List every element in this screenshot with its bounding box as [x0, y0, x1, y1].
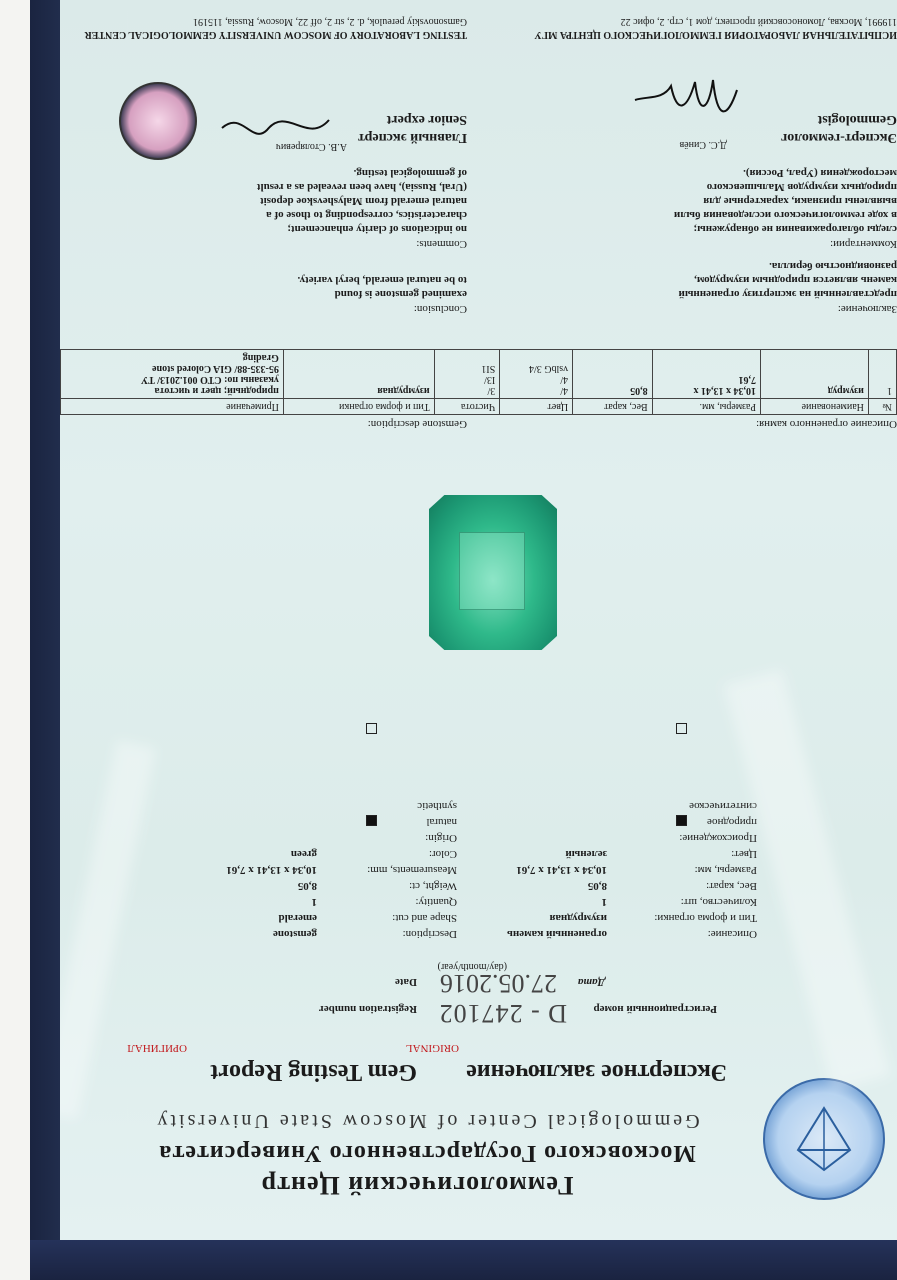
color-value-en: green — [290, 848, 317, 860]
expert-title-ru: Эксперт-геммолог — [780, 130, 897, 145]
comment-text-en: natural emerald from Malyshevskoe deposit — [260, 195, 467, 207]
conclusion-label-ru: Заключение: — [837, 303, 897, 315]
table-header-row — [61, 399, 897, 415]
size-label-en: Measurements, mm: — [367, 864, 457, 876]
note-line: природный; цвет и чистота — [154, 385, 279, 396]
footer-line: ИСПЫТАТЕЛЬНАЯ ЛАБОРАТОРИЯ ГЕММОЛОГИЧЕСКОГО ЦЕНТРА МГУ — [534, 29, 897, 40]
comment-text-ru: следы облагораживания не обнаружены; — [693, 223, 897, 235]
registration-number: D - 247102 — [438, 999, 567, 1028]
university-title-ru: Московского Государственного Университета — [158, 1140, 696, 1166]
senior-name: А.В. Столяревич — [275, 141, 347, 152]
senior-title-en: Senior expert — [386, 112, 467, 127]
size-line: 7,61 — [738, 374, 756, 385]
table-header: Размеры, мм. — [652, 399, 760, 415]
footer-line: TESTING LABORATORY OF MOSCOW UNIVERSITY GEMMOLOGICAL CENTER — [84, 29, 467, 40]
report-date: 27.05.2016 — [440, 969, 557, 998]
table-caption-ru: Описание ограненного камня: — [756, 418, 897, 430]
size-value-en: 10,34 x 13,41 x 7,61 — [226, 864, 317, 876]
comments-label-en: Comments: — [416, 238, 467, 250]
comments-label-ru: Комментарии: — [830, 238, 897, 250]
table-header: Тип и форма огранки — [283, 399, 434, 415]
comment-text-ru: природных изумрудов Малышевского — [706, 181, 897, 193]
synthetic-label-en: synthetic — [417, 800, 457, 812]
comment-text-en: (Ural, Russia), have been revealed as a result — [256, 181, 467, 193]
comment-text-en: characteristics, corresponding to those of a — [266, 209, 467, 221]
conclusion-text-ru: разновидностью берилла. — [769, 260, 897, 272]
synthetic-checkbox-ru — [676, 723, 687, 734]
conclusion-label-en: Conclusion: — [413, 303, 467, 315]
weight-value-ru: 8,05 — [587, 880, 607, 892]
original-mark-en: ORIGINAL — [405, 1042, 459, 1054]
emerald-table-facet — [459, 532, 525, 610]
comment-text-ru: в ходе геммологического исследования были — [673, 209, 897, 221]
expert-signature-icon — [627, 55, 747, 130]
plastic-glare — [60, 740, 156, 1120]
expert-name: Д.С. Синёв — [679, 139, 727, 150]
cut-label-en: Shape and cut: — [392, 912, 457, 924]
table-header: Цвет — [500, 399, 573, 415]
table-cell: 8,05 — [573, 350, 653, 399]
gem-testing-report — [60, 0, 897, 1240]
comment-text-en: no indications of clarity enhancement; — [287, 223, 467, 235]
table-cell: 1 — [868, 350, 896, 399]
cut-value-en: emerald — [278, 912, 317, 924]
table-cell — [61, 350, 284, 399]
senior-signature-icon — [217, 95, 337, 150]
table-cell — [434, 350, 500, 399]
quantity-value-en: 1 — [311, 896, 317, 908]
conclusion-text-en: examined gemstone is found — [334, 288, 467, 300]
report-title-ru: Экспертное заключение — [466, 1059, 727, 1085]
table-header: № — [868, 399, 896, 415]
expert-title-en: Gemmologist — [817, 112, 897, 127]
reg-label-en: Registration number — [318, 1003, 417, 1015]
msu-seal-icon — [763, 1078, 885, 1200]
date-label-en: Date — [395, 976, 417, 988]
cut-label-ru: Тип и форма огранки: — [654, 912, 757, 924]
desc-value-ru: ограненный камень — [507, 928, 607, 940]
center-title-en: Gemmological Center of Moscow State University — [154, 1110, 700, 1132]
table-header: Вес, карат — [573, 399, 653, 415]
cut-value-ru: изумрудная — [549, 912, 607, 924]
table-caption-en: Gemstone description: — [367, 418, 467, 430]
size-value-ru: 10,34 x 13,41 x 7,61 — [516, 864, 607, 876]
original-mark-ru: ОРИГИНАЛ — [127, 1042, 187, 1054]
quantity-label-ru: Количество, шт: — [680, 896, 757, 908]
footer-line: 119991, Москва, Ломоносовский проспект, дом 1, стр. 2, офис 22 — [620, 16, 897, 27]
comment-text-ru: месторождения (Урал, Россия). — [743, 167, 897, 179]
origin-label-ru: Происхождение: — [679, 832, 757, 844]
conclusion-text-ru: камень является природным изумрудом, — [694, 274, 897, 286]
clarity-line: 3/ — [487, 385, 496, 396]
desc-label-ru: Описание: — [707, 928, 757, 940]
quantity-label-en: Quantity: — [415, 896, 457, 908]
clarity-line: SI1 — [481, 363, 496, 374]
size-line: 10,34 x 13,41 x — [693, 385, 756, 396]
weight-value-en: 8,05 — [297, 880, 317, 892]
table-cell — [652, 350, 760, 399]
quantity-value-ru: 1 — [601, 896, 607, 908]
senior-title-ru: Главный эксперт — [357, 130, 467, 145]
origin-label-en: Origin: — [425, 832, 457, 844]
lab-seal-icon — [119, 82, 197, 160]
reg-label-ru: Регистрационный номер — [593, 1003, 717, 1015]
clarity-line: I3/ — [484, 374, 496, 385]
conclusion-text-ru: представленный на экспертизу ограненный — [678, 288, 897, 300]
table-header: Примечание — [61, 399, 284, 415]
table-header: Наименование — [760, 399, 868, 415]
comment-text-ru: выявлены признаки, характерные для — [703, 195, 897, 207]
color-line: 4/ — [560, 385, 569, 396]
folder-cover-edge — [30, 1240, 897, 1280]
center-title-ru: Геммологический Центр — [260, 1171, 574, 1200]
weight-label-en: Weight, ct: — [409, 880, 457, 892]
footer-line: Gamsonovskiy pereulok, d. 2, str 2, off 22, Moscow, Russia, 115191 — [192, 16, 467, 27]
note-line: указаны по: СТО 001.2013/ ТУ — [140, 374, 279, 385]
synthetic-checkbox-en — [366, 723, 377, 734]
desc-value-en: gemstone — [273, 928, 317, 940]
natural-checkbox-en — [366, 815, 377, 826]
report-title-en: Gem Testing Report — [210, 1059, 417, 1085]
comment-text-en: of gemmological testing. — [353, 167, 467, 179]
table-cell — [500, 350, 573, 399]
table-cell: изумрудная — [283, 350, 434, 399]
desc-label-en: Description: — [402, 928, 457, 940]
size-label-ru: Размеры, мм: — [694, 864, 757, 876]
natural-label-en: natural — [426, 816, 457, 828]
conclusion-text-en: to be natural emerald, beryl variety. — [297, 274, 467, 286]
note-line: 95-335-88/ GIA Colored stone — [152, 363, 279, 374]
date-format: (day/month/year) — [437, 961, 507, 972]
natural-label-ru: природное — [707, 816, 757, 828]
color-line: vslbG 3/4 — [529, 363, 569, 374]
table-cell: изумруд — [760, 350, 868, 399]
weight-label-ru: Вес, карат: — [706, 880, 757, 892]
gemstone-table — [60, 349, 897, 415]
natural-checkbox-ru — [676, 815, 687, 826]
color-value-ru: зеленый — [565, 848, 607, 860]
synthetic-label-ru: синтетическое — [689, 800, 757, 812]
table-header: Чистота — [434, 399, 500, 415]
note-line: Grading — [242, 352, 279, 363]
color-label-en: Color: — [428, 848, 457, 860]
color-label-ru: Цвет: — [731, 848, 757, 860]
date-label-ru: Дата — [577, 976, 605, 988]
table-row — [61, 350, 897, 399]
color-line: 4/ — [560, 374, 569, 385]
